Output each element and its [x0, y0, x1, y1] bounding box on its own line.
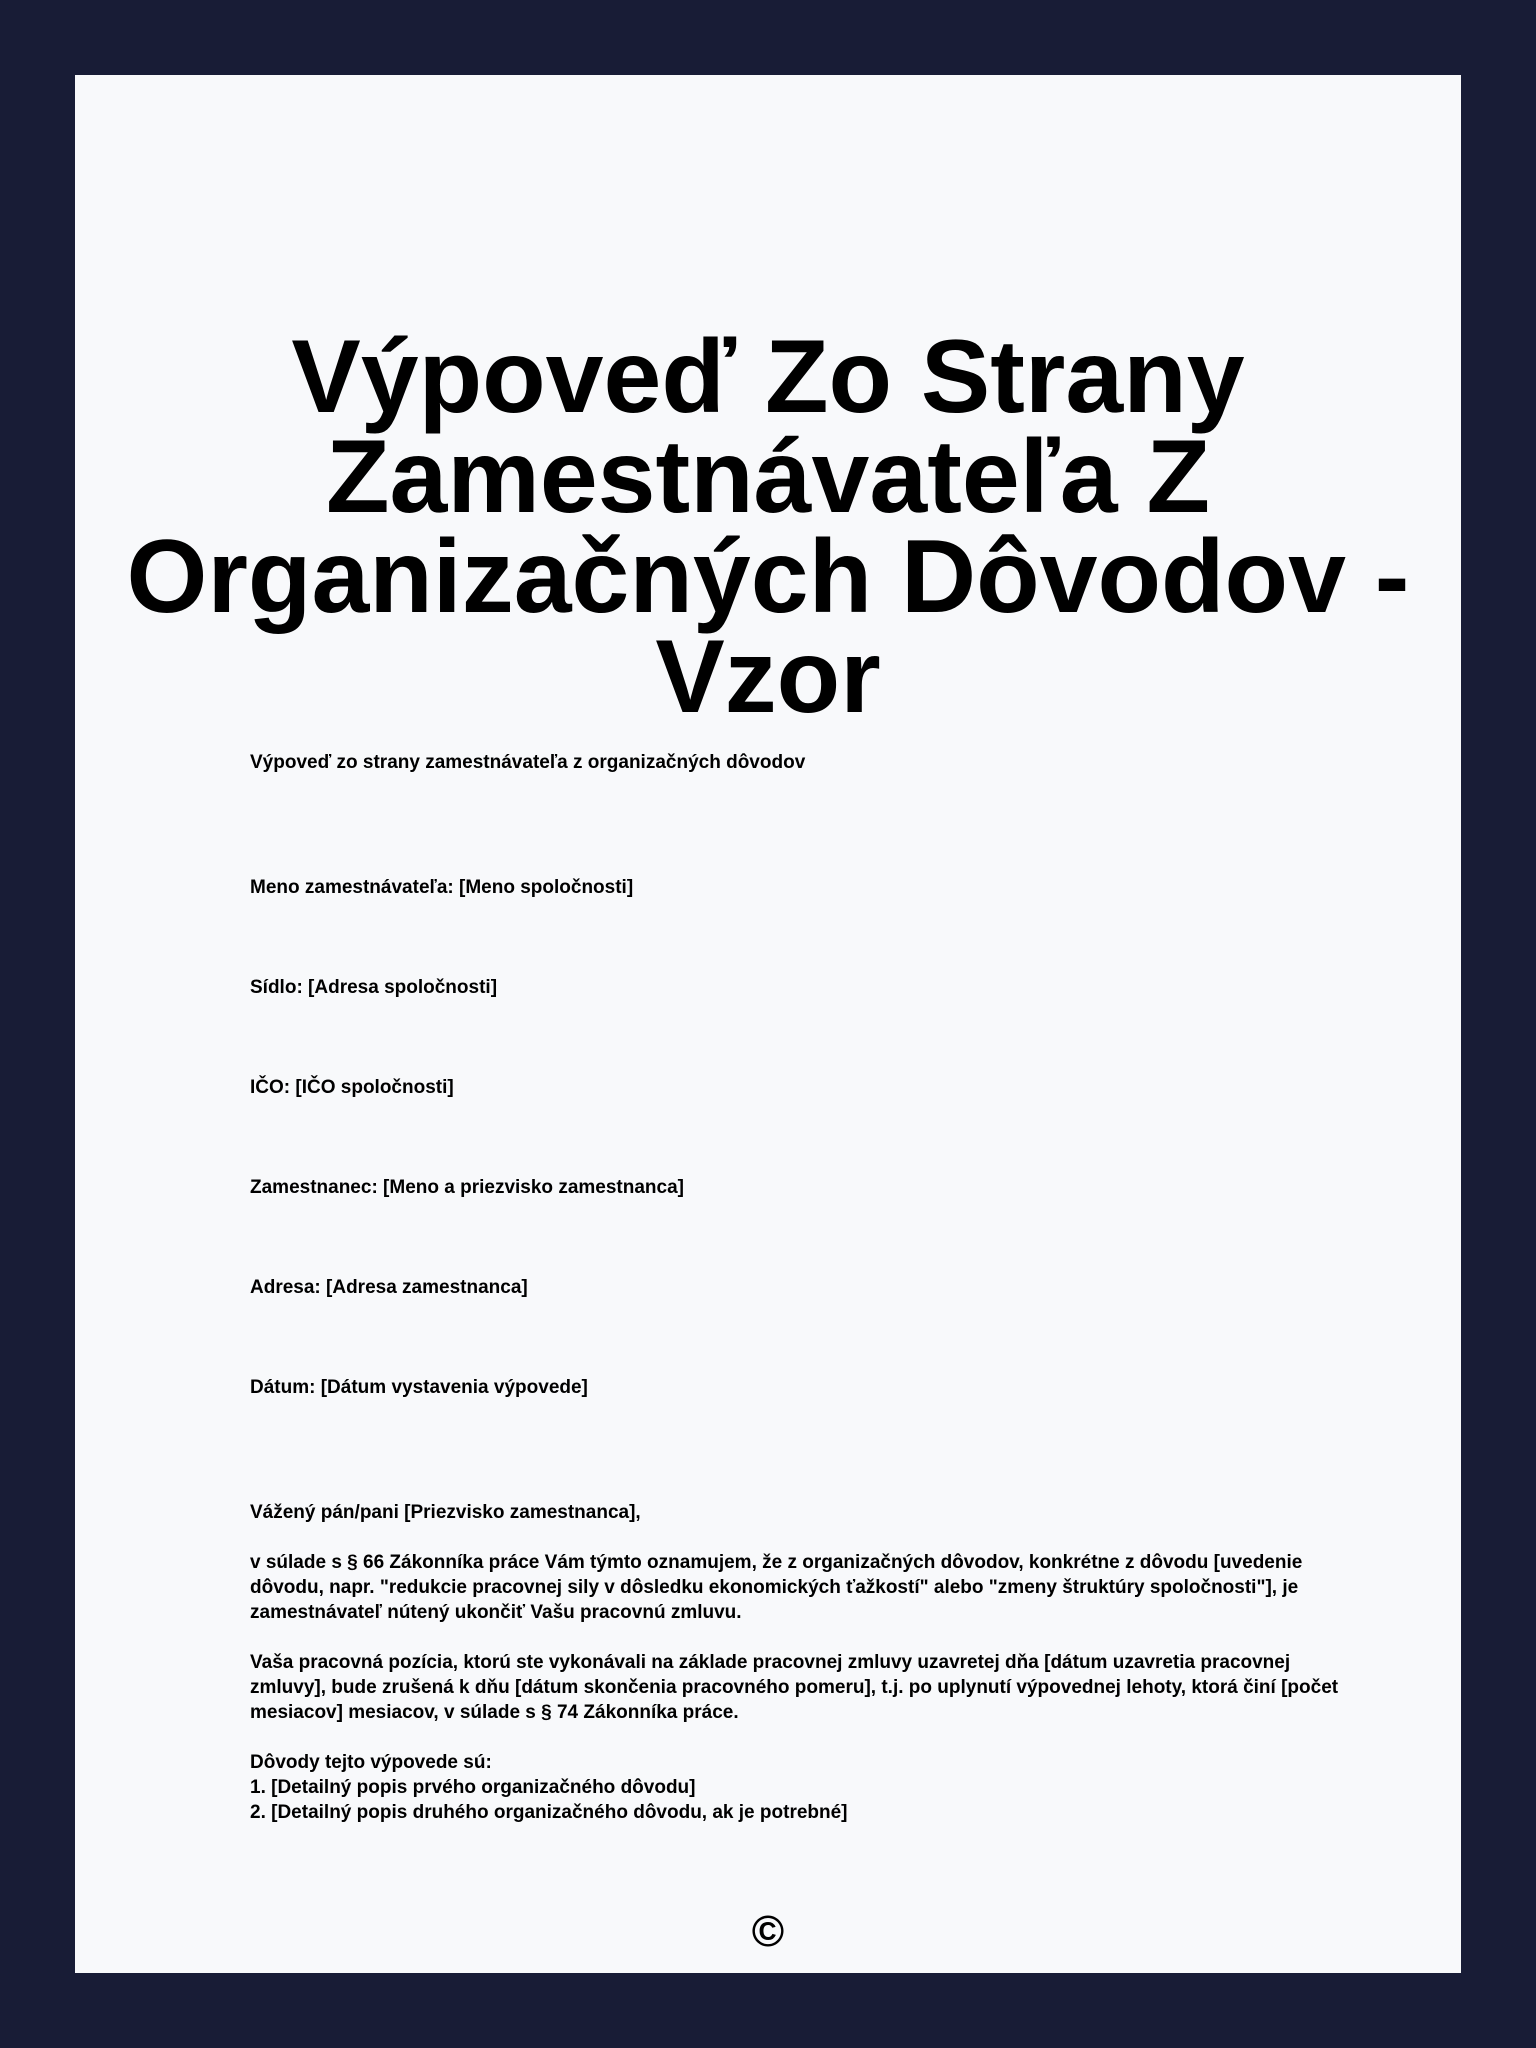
employer-name-field: Meno zamestnávateľa: [Meno spoločnosti] — [250, 877, 634, 898]
seat-field: Sídlo: [Adresa spoločnosti] — [250, 977, 498, 998]
copyright-icon: © — [751, 1907, 785, 1956]
ico-field: IČO: [IČO spoločnosti] — [250, 1077, 454, 1098]
document-title: Výpoveď Zo Strany Zamestnávateľa Z Organizačných Dôvodov - Vzor — [126, 319, 1410, 735]
reasons-section — [250, 1750, 1360, 1825]
document-subtitle: Výpoveď zo strany zamestnávateľa z organizačných dôvodov — [250, 752, 806, 773]
reasons-list — [250, 1775, 1360, 1825]
address-field: Adresa: [Adresa zamestnanca] — [250, 1277, 528, 1298]
salutation: Vážený pán/pani [Priezvisko zamestnanca], — [250, 1502, 641, 1523]
document-page — [75, 75, 1461, 1973]
date-field: Dátum: [Dátum vystavenia výpovede] — [250, 1377, 588, 1398]
document-body — [250, 750, 1360, 1825]
employee-field: Zamestnanec: [Meno a priezvisko zamestnanca] — [250, 1177, 684, 1198]
reason-item: 2. [Detailný popis druhého organizačného dôvodu, ak je potrebné] — [250, 1802, 848, 1823]
paragraph-position-termination: Vaša pracovná pozícia, ktorú ste vykonávali na základe pracovnej zmluvy uzavretej dňa [dátum uzavretia pracovnej zmluvy], bude zrušená k dňu [dátum skončenia pracovného pomeru], t.j. po uplynutí výpovednej lehoty, ktorá činí [počet mesiacov] mesiacov, v súlade s § 74 Zákonníka práce. — [250, 1652, 1339, 1723]
reason-item: 1. [Detailný popis prvého organizačného dôvodu] — [250, 1777, 696, 1798]
paragraph-legal-notice: v súlade s § 66 Zákonníka práce Vám týmto oznamujem, že z organizačných dôvodov, konkrétne z dôvodu [uvedenie dôvodu, napr. "redukcie pracovnej sily v dôsledku ekonomických ťažkostí" alebo "zmeny štruktúry spoločnosti"], je zamestnávateľ nútený ukončiť Vašu pracovnú zmluvu. — [250, 1552, 1303, 1623]
reasons-heading: Dôvody tejto výpovede sú: — [250, 1752, 492, 1773]
